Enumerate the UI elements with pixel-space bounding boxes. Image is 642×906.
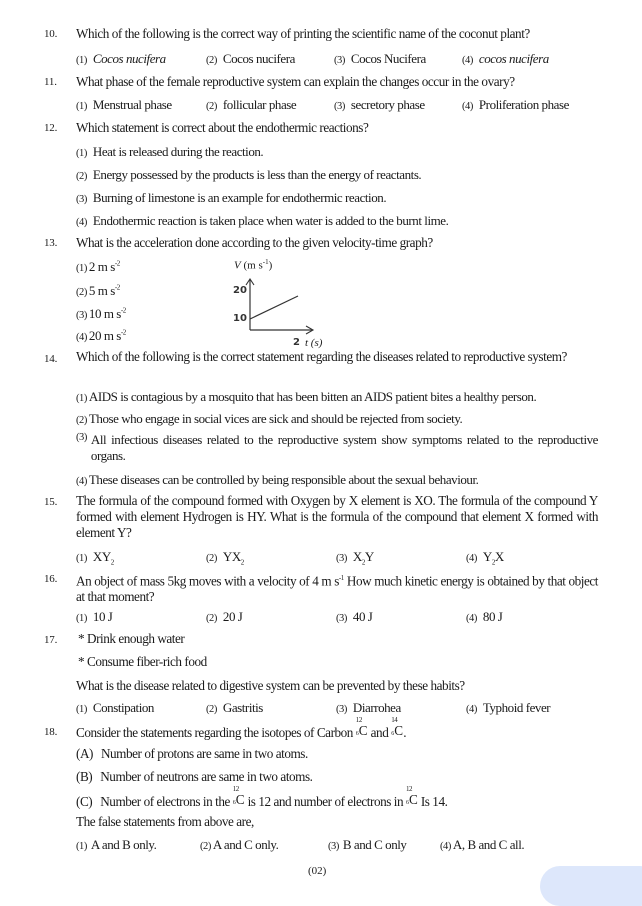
question-text: The formula of the compound formed with Oxygen by X element is XO. The formula of the compound Y formed with element Hydrogen is HY. What is the formula of the compound that element X formed with element Y? bbox=[76, 493, 598, 540]
option-1: (1) Heat is released during the reaction. bbox=[76, 144, 264, 159]
option-4: (4) Endothermic reaction is taken place when water is added to the burnt lime. bbox=[76, 213, 449, 228]
option-2: (2) 5 m $s^{-2}$ bbox=[76, 283, 120, 298]
question-text: An object of mass 5kg moves with a velocity of 4 m $s^{-1}$ How much kinetic energy is obtained by that object at that moment? bbox=[76, 573, 599, 605]
question-number: 13. bbox=[44, 237, 58, 249]
question-text: Which of the following is the correct way of printing the scientific name of the coconut plant? bbox=[76, 26, 530, 41]
question-prompt: The false statements from above are, bbox=[76, 814, 254, 829]
question-text: What is the acceleration done according to the given velocity-time graph? bbox=[76, 235, 433, 250]
option-4: (4) 80 J bbox=[466, 609, 503, 624]
graph-y-tick-20: 20 bbox=[233, 285, 247, 296]
option-2: (2) A and C only. bbox=[200, 837, 279, 852]
isotope-carbon-12: 12 6 C bbox=[355, 716, 368, 738]
option-4: (4) 20 m $s^{-2}$ bbox=[76, 328, 126, 343]
question-number: 17. bbox=[44, 634, 58, 646]
option-2: (2) Energy possessed by the products is less than the energy of reactants. bbox=[76, 167, 422, 182]
option-2: (2) $YX_2$ bbox=[206, 549, 244, 567]
option-1: (1) AIDS is contagious by a mosquito that has been bitten an AIDS patient bites a healthy person. bbox=[76, 389, 537, 404]
option-3: (3) Burning of limestone is an example for endothermic reaction. bbox=[76, 190, 387, 205]
statement-c: (C) Number of electrons in the 12 6 C is 12 and number of electrons in 12 6 C Is 14. bbox=[76, 785, 448, 809]
option-3: (3) All infectious diseases related to the reproductive system show symptoms related to the reproductive organs. bbox=[76, 432, 598, 463]
graph-y-tick-10: 10 bbox=[233, 313, 247, 324]
question-number: 12. bbox=[44, 122, 58, 134]
option-4: (4) Proliferation phase bbox=[462, 97, 569, 112]
option-4: (4) $Y_2X$ bbox=[466, 549, 504, 567]
question-text: What phase of the female reproductive system can explain the changes occur in the ovary? bbox=[76, 74, 515, 89]
question-text: What is the disease related to digestive system can be prevented by these habits? bbox=[76, 678, 465, 693]
option-2: (2) 20 J bbox=[206, 609, 243, 624]
option-2: (2) Those who engage in social vices are sick and should be rejected from society. bbox=[76, 411, 463, 426]
option-3: (3) Cocos Nucifera bbox=[334, 51, 426, 66]
statement-b: (B) Number of neutrons are same in two atoms. bbox=[76, 769, 313, 784]
question-number: 18. bbox=[44, 726, 58, 738]
option-1: (1) Constipation bbox=[76, 700, 154, 715]
option-3: (3) $X_2Y$ bbox=[336, 549, 374, 567]
question-text: Which statement is correct about the endothermic reactions? bbox=[76, 120, 369, 135]
question-text: Consider the statements regarding the isotopes of Carbon 12 6 C and 14 6 C . bbox=[76, 716, 407, 740]
graph-x-tick-2: 2 bbox=[293, 337, 300, 348]
floating-action-overlay[interactable] bbox=[540, 866, 642, 906]
option-3: (3) B and C only bbox=[328, 837, 407, 852]
question-number: 14. bbox=[44, 353, 58, 365]
question-number: 16. bbox=[44, 573, 58, 585]
question-number: 15. bbox=[44, 496, 58, 508]
option-4: (4) cocos nucifera bbox=[462, 51, 549, 66]
option-1: (1) Menstrual phase bbox=[76, 97, 172, 112]
option-1: (1) Cocos nucifera bbox=[76, 51, 166, 66]
option-1: (1) 2 m $s^{-2}$ bbox=[76, 259, 120, 274]
bullet-item: * Drink enough water bbox=[78, 631, 185, 646]
option-1: (1) 10 J bbox=[76, 609, 113, 624]
option-3: (3) Diarrohea bbox=[336, 700, 401, 715]
option-4: (4) These diseases can be controlled by being responsible about the sexual behaviour. bbox=[76, 472, 479, 487]
option-4: (4) Typhoid fever bbox=[466, 700, 551, 715]
statement-a: (A) Number of protons are same in two atoms. bbox=[76, 746, 308, 761]
option-3: (3) secretory phase bbox=[334, 97, 425, 112]
option-1: (1) A and B only. bbox=[76, 837, 157, 852]
option-2: (2) Gastritis bbox=[206, 700, 263, 715]
page-number: (02) bbox=[308, 865, 327, 877]
option-2: (2) Cocos nucifera bbox=[206, 51, 295, 66]
option-1: (1) $XY_2$ bbox=[76, 549, 114, 567]
option-3: (3) 40 J bbox=[336, 609, 373, 624]
question-number: 11. bbox=[44, 76, 57, 88]
isotope-carbon-14: 14 6 C bbox=[391, 716, 403, 738]
bullet-item: * Consume fiber-rich food bbox=[78, 654, 207, 669]
option-2: (2) follicular phase bbox=[206, 97, 297, 112]
graph-x-axis-label: t (s) bbox=[305, 337, 323, 349]
option-3: (3) 10 m $s^{-2}$ bbox=[76, 306, 126, 321]
graph-y-axis-label: V (m $s^{-1}$) bbox=[234, 258, 273, 272]
question-number: 10. bbox=[44, 28, 58, 40]
question-text: Which of the following is the correct statement regarding the diseases related to reproductive system? bbox=[76, 349, 567, 364]
option-4: (4) A, B and C all. bbox=[440, 837, 525, 852]
